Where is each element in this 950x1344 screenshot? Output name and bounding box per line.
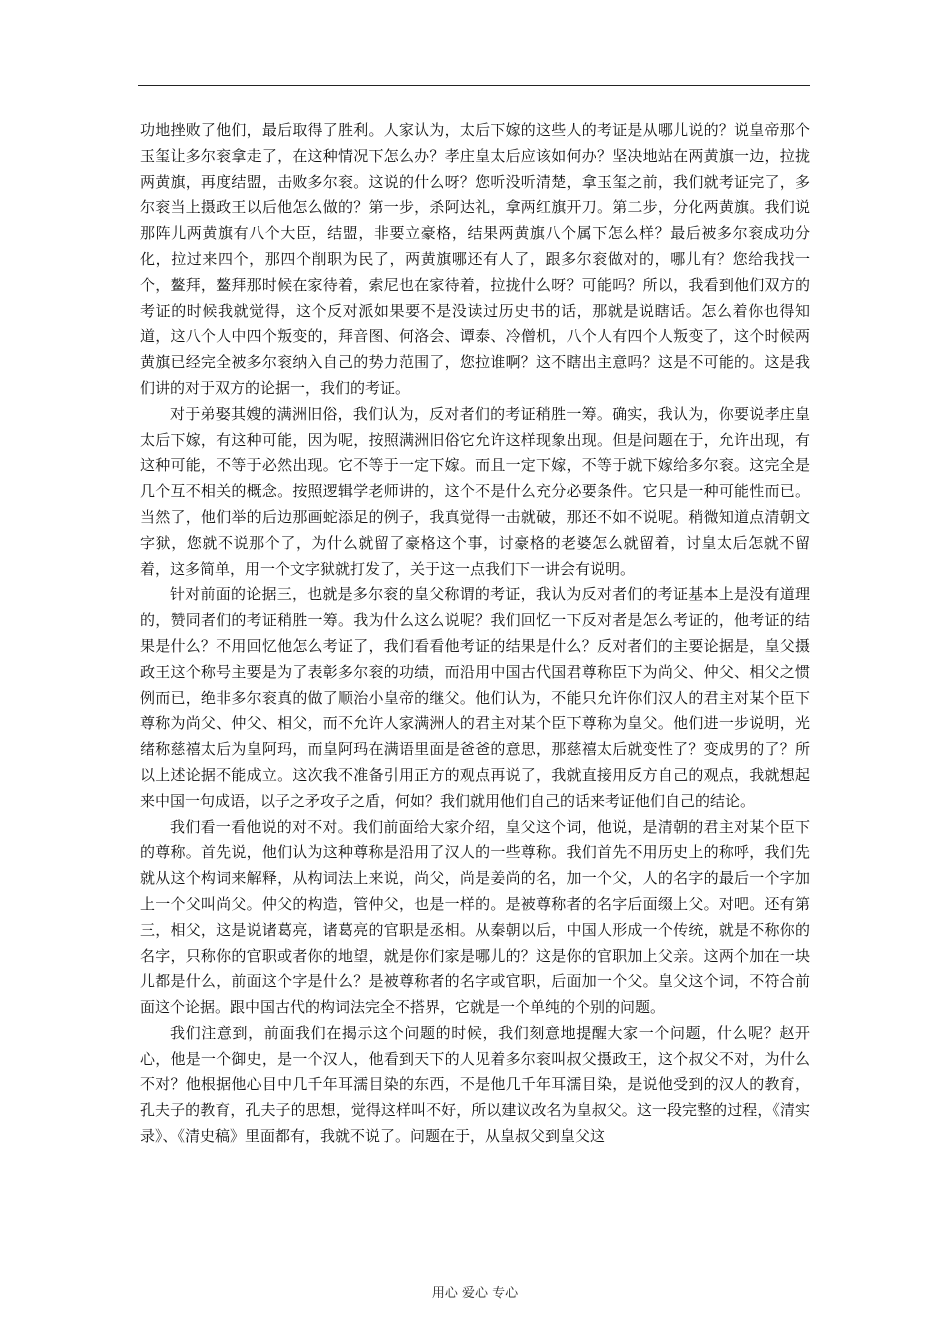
paragraph: 功地挫败了他们，最后取得了胜利。人家认为，太后下嫁的这些人的考证是从哪儿说的？说皇帝那个玉玺让多尔衮拿走了，在这种情况下怎么办？孝庄皇太后应该如何办？坚决地站在两黄旗一边，拉拢两黄旗，再度结盟，击败多尔衮。这说的什么呀？您听没听清楚，拿玉玺之前，我们就考证完了，多尔衮当上摄政王以后他怎么做的？第一步，杀阿达礼，拿两红旗开刀。第二步，分化两黄旗。我们说那阵儿两黄旗有八个大臣，结盟，非要立豪格，结果两黄旗八个属下怎么样？最后被多尔衮成功分化，拉过来四个，那四个削职为民了，两黄旗哪还有人了，跟多尔衮做对的，哪儿有？您给我找一个，鳌拜，鳌拜那时候在家待着，索尼也在家待着，拉拢什么呀？可能吗？所以，我看到他们双方的考证的时候我就觉得，这个反对派如果要不是没读过历史书的话，那就是说瞎话。怎么着你也得知道，这八个人中四个叛变的，拜音图、何洛会、谭泰、冷僧机，八个人有四个人叛变了，这个时候两黄旗已经完全被多尔衮纳入自己的势力范围了，您拉谁啊？这不瞎出主意吗？这是不可能的。这是我们讲的对于双方的论据一，我们的考证。: [140, 121, 810, 397]
page-footer: 用心 爱心 专心: [431, 1286, 519, 1301]
header-rule: [138, 85, 810, 86]
paragraph: 对于弟娶其嫂的满洲旧俗，我们认为，反对者们的考证稍胜一筹。确实，我认为，你要说孝庄皇太后下嫁，有这种可能，因为呢，按照满洲旧俗它允许这样现象出现。但是问题在于，允许出现，有这种可能，不等于必然出现。它不等于一定下嫁。而且一定下嫁，不等于就下嫁给多尔衮。这完全是几个互不相关的概念。按照逻辑学老师讲的，这个不是什么充分必要条件。它只是一种可能性而已。当然了，他们举的后边那画蛇添足的例子，我真觉得一击就破，那还不如不说呢。稍微知道点清朝文字狱，您就不说那个了，为什么就留了豪格这个事，讨豪格的老婆怎么就留着，讨皇太后怎就不留着，这多简单，用一个文字狱就打发了，关于这一点我们下一讲会有说明。: [140, 404, 810, 578]
paragraph: 我们看一看他说的对不对。我们前面给大家介绍，皇父这个词，他说，是清朝的君主对某个臣下的尊称。首先说，他们认为这种尊称是沿用了汉人的一些尊称。我们首先不用历史上的称呼，我们先就从这个构词来解释，从构词法上来说，尚父，尚是姜尚的名，加一个父，人的名字的最后一个字加上一个父叫尚父。仲父的构造，管仲父，也是一样的。是被尊称者的名字后面缀上父。对吧。还有第三，相父，这是说诸葛亮，诸葛亮的官职是丞相。从秦朝以后，中国人形成一个传统，就是不称你的名字，只称你的官职或者你的地望，就是你们家是哪儿的？这是你的官职加上父亲。这两个加在一块儿都是什么，前面这个字是什么？是被尊称者的名字或官职，后面加一个父。皇父这个词，不符合前面这个论据。跟中国古代的构词法完全不搭界，它就是一个单纯的个别的问题。: [140, 817, 810, 1017]
document-body: [140, 118, 810, 1150]
paragraph: 针对前面的论据三，也就是多尔衮的皇父称谓的考证，我认为反对者们的考证基本上是没有道理的，赞同者们的考证稍胜一筹。我为什么这么说呢？我们回忆一下反对者是怎么考证的，他考证的结果是什么？不用回忆他怎么考证了，我们看看他考证的结果是什么？反对者们的主要论据是，皇父摄政王这个称号主要是为了表彰多尔衮的功绩，而沿用中国古代国君尊称臣下为尚父、仲父、相父之惯例而已，绝非多尔衮真的做了顺治小皇帝的继父。他们认为，不能只允许你们汉人的君主对某个臣下尊称为尚父、仲父、相父，而不允许人家满洲人的君主对某个臣下尊称为皇父。他们进一步说明，光绪称慈禧太后为皇阿玛，而皇阿玛在满语里面是爸爸的意思，那慈禧太后就变性了？变成男的了？所以上述论据不能成立。这次我不准备引用正方的观点再说了，我就直接用反方自己的观点，我就想起来中国一句成语，以子之矛攻子之盾，何如？我们就用他们自己的话来考证他们自己的结论。: [140, 585, 810, 810]
paragraph: 我们注意到，前面我们在揭示这个问题的时候，我们刻意地提醒大家一个问题，什么呢？赵开心，他是一个御史，是一个汉人，他看到天下的人见着多尔衮叫叔父摄政王，这个叔父不对，为什么不对？他根据他心目中几千年耳濡目染的东西，不是他几千年耳濡目染，是说他受到的汉人的教育，孔夫子的教育，孔夫子的思想，觉得这样叫不好，所以建议改名为皇叔父。这一段完整的过程，《清实录》、《清史稿》里面都有，我就不说了。问题在于，从皇叔父到皇父这: [140, 1023, 810, 1146]
